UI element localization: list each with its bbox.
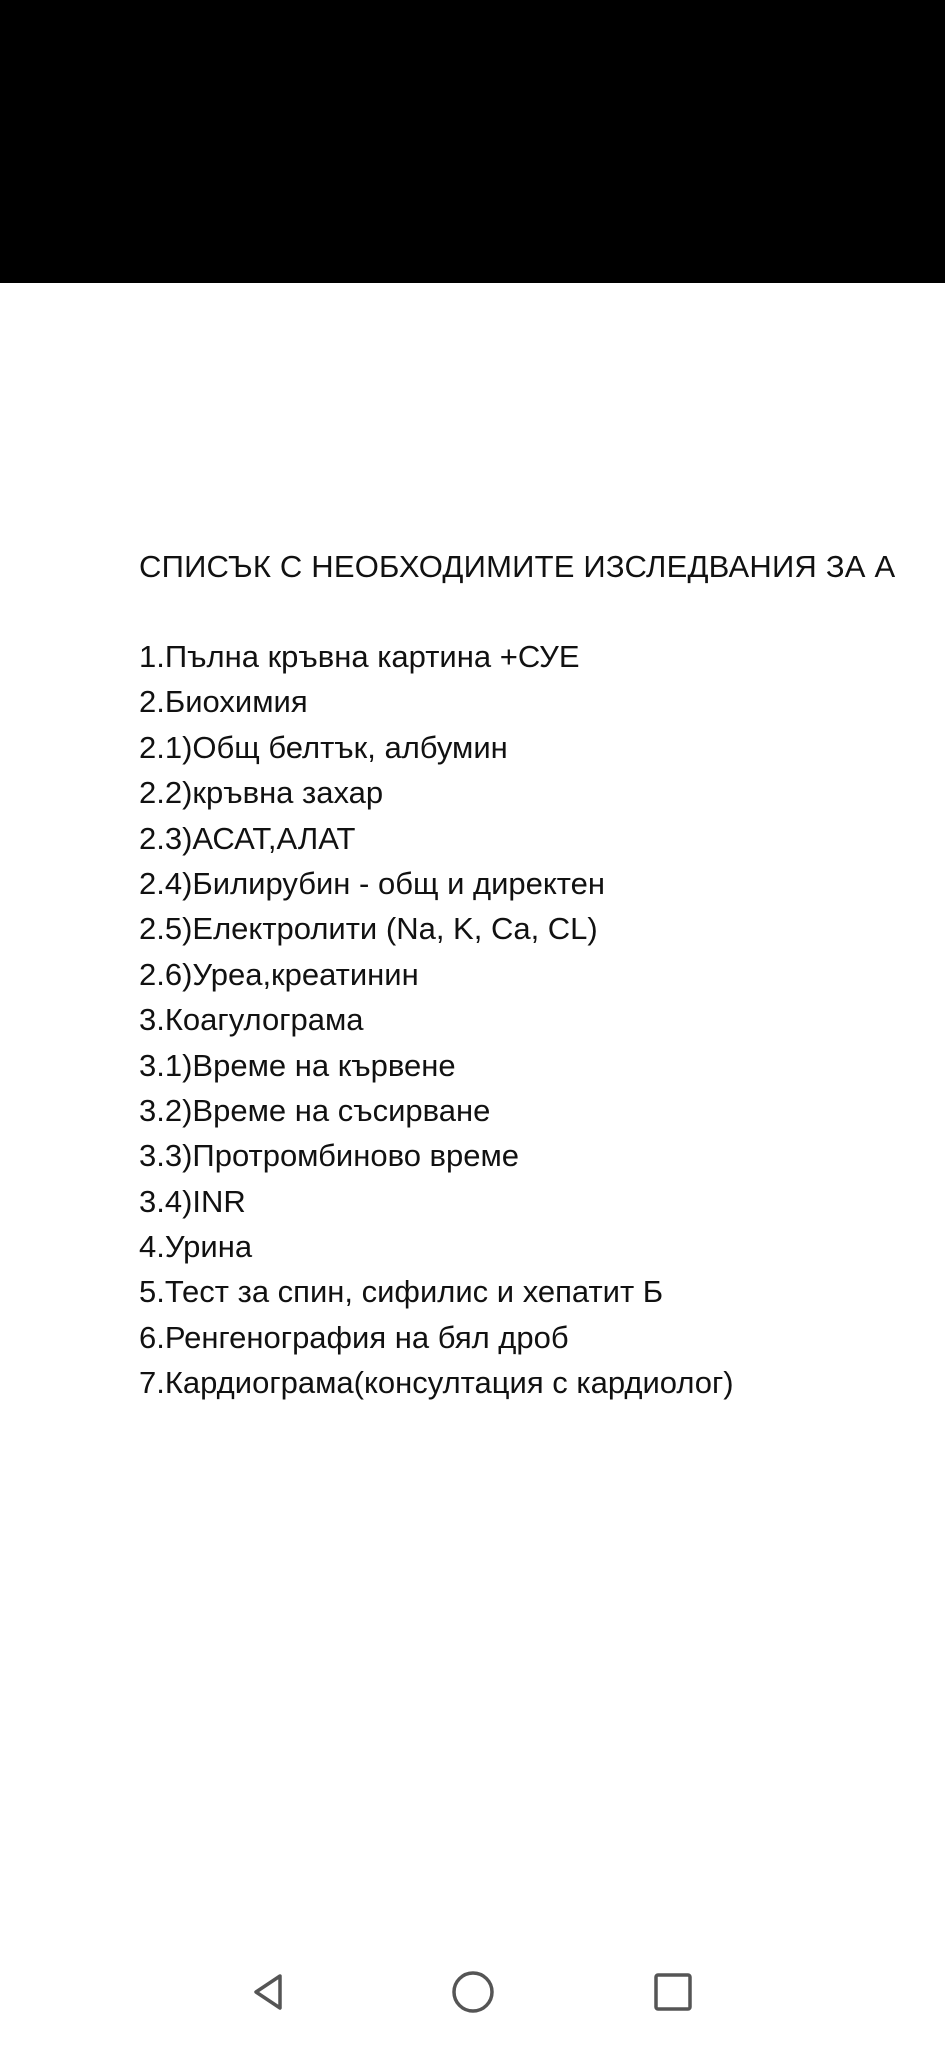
- list-item: 3.4)INR: [139, 1183, 246, 1219]
- list-item: 3.3)Протромбиново време: [139, 1138, 520, 1174]
- list-item: 5.Тест за спин, сифилис и хепатит Б: [139, 1274, 664, 1310]
- recents-square-icon: [651, 1970, 695, 2014]
- back-triangle-icon: [248, 1970, 292, 2014]
- exam-list: [139, 634, 734, 1406]
- list-item: 2.5)Електролити (Na, K, Ca, CL): [139, 911, 598, 947]
- home-circle-icon: [450, 1969, 496, 2015]
- list-item: 2.2)кръвна захар: [139, 775, 384, 811]
- document-title: СПИСЪК С НЕОБХОДИМИТЕ ИЗСЛЕДВАНИЯ ЗА А: [139, 549, 896, 584]
- back-button[interactable]: [240, 1962, 300, 2022]
- list-item: 6.Ренгенография на бял дроб: [139, 1319, 569, 1355]
- list-item: 2.Биохимия: [139, 684, 308, 720]
- list-item: 2.4)Билирубин - общ и директен: [139, 865, 606, 901]
- list-item: 2.6)Уреа,креатинин: [139, 956, 419, 992]
- list-item: 2.1)Общ белтък, албумин: [139, 729, 508, 765]
- top-black-band: [0, 0, 945, 283]
- recents-button[interactable]: [643, 1962, 703, 2022]
- list-item: 2.3)АСАТ,АЛАТ: [139, 820, 356, 856]
- list-item: 4.Урина: [139, 1229, 253, 1265]
- home-button[interactable]: [443, 1962, 503, 2022]
- list-item: 3.1)Време на кървене: [139, 1047, 456, 1083]
- list-item: 7.Кардиограма(консултация с кардиолог): [139, 1365, 734, 1401]
- list-item: 1.Пълна кръвна картина +СУЕ: [139, 639, 580, 674]
- list-item: 3.Коагулограма: [139, 1002, 364, 1038]
- navigation-bar: [0, 1940, 945, 2048]
- list-item: 3.2)Време на съсирване: [139, 1092, 491, 1128]
